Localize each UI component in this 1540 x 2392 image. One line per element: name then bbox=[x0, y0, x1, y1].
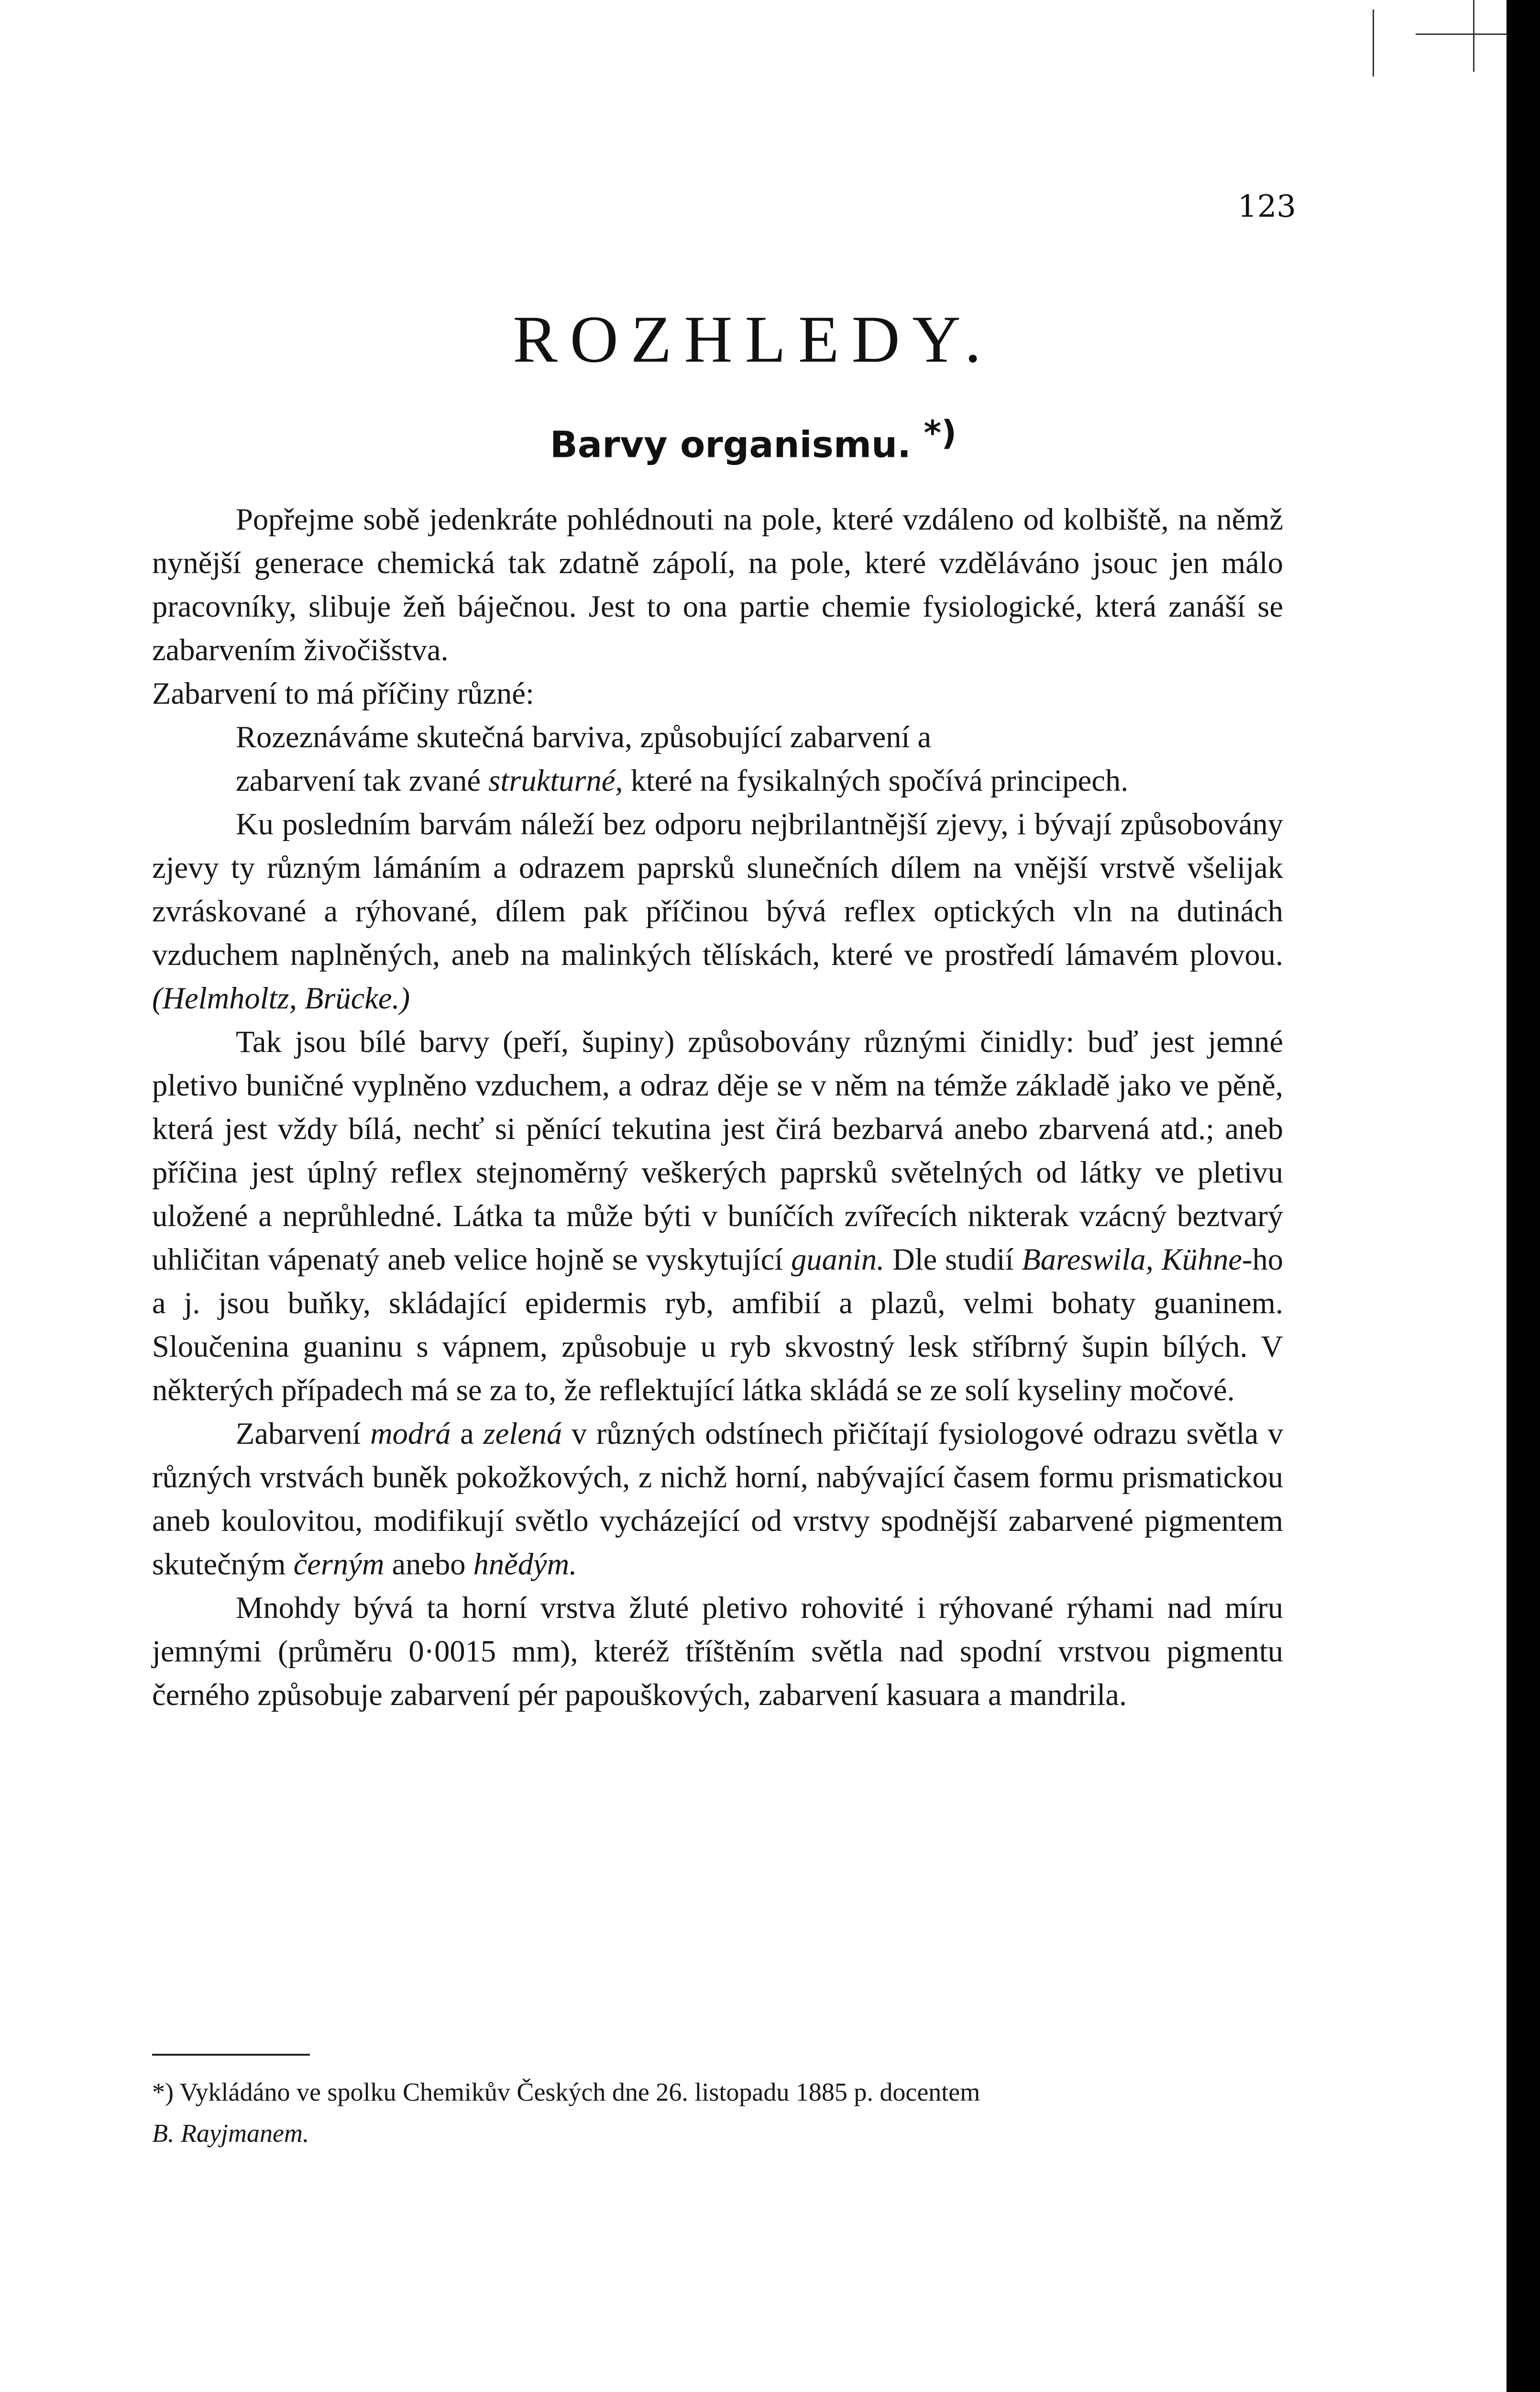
scan-border bbox=[1507, 0, 1540, 2392]
paragraph bbox=[152, 1020, 1283, 1412]
footnote-reference: *) bbox=[924, 413, 957, 453]
paragraph bbox=[152, 1412, 1283, 1586]
section-title: ROZHLEDY. bbox=[513, 302, 994, 377]
paragraph bbox=[152, 759, 1283, 802]
text-run: a bbox=[451, 1417, 484, 1451]
article-body bbox=[152, 498, 1283, 1716]
text-run: Ku posledním barvám náleží bez odporu nejbrilantnější zjevy, i bývají způsobovány zjevy ty různým lámáním a odrazem paprsků slunečních dílem na vnější vrstvě všelijak zvráskované a rýhované, dílem pak příčinou bývá reflex optických vln na dutinách vzduchem naplněných, aneb na malinkých tělískách, které ve prostředí lámavém plovou. bbox=[152, 807, 1283, 972]
footnote-text: Vykládáno ve spolku Chemikův Českých dne 26. listopadu 1885 p. docentem bbox=[173, 2078, 980, 2106]
page-number: 123 bbox=[1237, 189, 1296, 224]
article-title bbox=[0, 413, 1507, 466]
emphasis: černým bbox=[293, 1547, 385, 1581]
text-run: Tak jsou bílé barvy (peří, šupiny) způsobovány různými činidly: buď jest jemné pletivo buničné vyplněno vzduchem, a odraz děje se v něm na témže základě jako ve pěně, která jest vždy bílá, nechť si pěnící tekutina jest čirá bezbarvá anebo zbarvená atd.; aneb příčina jest úplný reflex stejnoměrný veškerých paprsků světelných od látky ve pletivu uložené a neprůhledné. Látka ta může býti v buníčích zvířecích nikterak vzácný beztvarý uhličitan vápenatý aneb velice hojně se vyskytující bbox=[152, 1025, 1283, 1276]
paragraph: Mnohdy bývá ta horní vrstva žluté pletivo rohovité i rýhované rýhami nad míru jemnými (průměru 0·0015 mm), kteréž tříštěním světla nad spodní vrstvou pigmentu černého způsobuje zabarvení pér papouškových, zabarvení kasuara a mandrila. bbox=[152, 1591, 1283, 1712]
paragraph: Popřejme sobě jedenkráte pohlédnouti na pole, které vzdáleno od kolbiště, na němž nynější generace chemická tak zdatně zápolí, na pole, které vzděláváno jsouc jen málo pracovníky, slibuje žeň báječnou. Jest to ona partie chemie fysiologické, která zanáší se zabarvením živočišstva. bbox=[152, 502, 1283, 667]
scan-edge-mark bbox=[1416, 33, 1507, 35]
citation: (Helmholtz, Brücke.) bbox=[152, 981, 410, 1015]
emphasis: modrá bbox=[370, 1417, 451, 1451]
footnote-line bbox=[152, 2071, 1283, 2113]
text-run: Dle studií bbox=[884, 1242, 1022, 1276]
article-title-text: Barvy organismu. bbox=[550, 423, 912, 466]
paragraph: Rozeznáváme skutečná barviva, způsobující zabarvení a bbox=[236, 720, 932, 754]
footnote bbox=[152, 2071, 1283, 2154]
scan-edge-mark bbox=[1473, 0, 1474, 72]
text-run: v různých odstínech přičítají fysiologové odrazu světla v různých vrstvách buněk pokožkových, z nichž horní, nabývající časem formu prismatickou aneb koulovitou, modifikují světlo vycházející od vrstvy spodnější zabarvené pigmentem skutečným bbox=[152, 1417, 1283, 1581]
footnote-line bbox=[152, 2113, 1283, 2154]
emphasis: guanin. bbox=[791, 1242, 885, 1276]
text-run: Zabarvení bbox=[236, 1417, 371, 1451]
emphasis: strukturné, bbox=[488, 764, 623, 797]
paragraph bbox=[152, 802, 1283, 1020]
text-run: anebo bbox=[384, 1547, 473, 1581]
footnote-author: B. Rayjmanem. bbox=[152, 2119, 309, 2148]
emphasis: zelená bbox=[483, 1417, 562, 1451]
text-run: zabarvení tak zvané bbox=[236, 764, 489, 797]
footnote-divider bbox=[152, 2054, 310, 2056]
citation: Bareswila, Kühne bbox=[1022, 1242, 1242, 1276]
scan-edge-mark bbox=[1373, 10, 1374, 77]
paragraph: Zabarvení to má příčiny různé: bbox=[152, 676, 534, 710]
footnote-mark: *) bbox=[152, 2078, 174, 2106]
text-run: -ho a j. jsou buňky, skládající epidermis ryb, amfibií a plazů, velmi bohaty guaninem. Sloučenina guaninu s vápnem, způsobuje u ryb skvostný lesk stříbrný šupin bílých. V některých případech má se za to, že reflektující látka skládá se ze solí kyseliny močové. bbox=[152, 1242, 1283, 1407]
text-run: které na fysikalných spočívá principech. bbox=[623, 764, 1129, 797]
emphasis: hnědým. bbox=[473, 1547, 577, 1581]
